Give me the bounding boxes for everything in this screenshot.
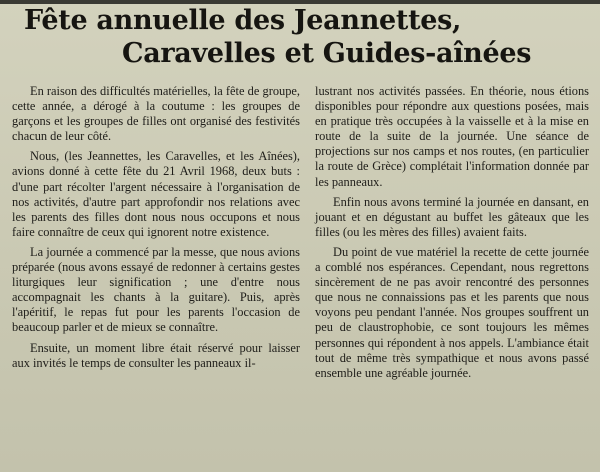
paragraph-7: Du point de vue matériel la recette de cette journée a comblé nos espérances. Cependant, nous regrettons sincèrement de ne pas avoir rencontré des personnes que nous ne connaissions pas et les parents que nous voyons peu pendant l'année. Nos groupes souffrent un peu de claustrophobie, ce sont toujours les mêmes personnes qui répondent à nos appels. L'ambiance était tout de même très sympathique et nous avons passé ensemble une agréable journée.: [315, 244, 589, 380]
article-column-right: [315, 84, 589, 386]
paragraph-3: La journée a commencé par la messe, que nous avions préparée (nous avons essayé de redonner à certains gestes liturgiques leur signification ; une d'entre nous accompagnait les chants à la guitare). Puis, après l'apéritif, le repas fut pour les parents l'occasion de beaucoup parler et de mieux se connaître.: [12, 244, 300, 335]
paragraph-5: lustrant nos activités passées. En théorie, nous étions disponibles pour répondre aux questions posées, mais en pratique très occupées à la vaisselle et à la mise en route de la suite de la journée. Une séance de projections sur nos camps et nos routes, (en particulier la route de Grèce) complétait l'information donnée par les panneaux.: [315, 84, 589, 189]
headline-line-1: Fête annuelle des Jeannettes,: [24, 5, 462, 36]
paragraph-6: Enfin nous avons terminé la journée en dansant, en jouant et en dégustant au buffet les gâteaux que les filles (ou les mères des filles) avaient faits.: [315, 194, 589, 239]
article-column-left: [12, 84, 300, 376]
paragraph-4: Ensuite, un moment libre était réservé pour laisser aux invités le temps de consulter les panneaux il-: [12, 340, 300, 370]
paragraph-2: Nous, (les Jeannettes, les Caravelles, et les Aînées), avions donné à cette fête du 21 Avril 1968, deux buts : d'une part récolter l'argent nécessaire à l'organisation de nos activités, d'autre part approfondir nos relations avec les parents des filles dont nous nous occupons et nous faire connaître de ceux qui ignorent notre existence.: [12, 149, 300, 239]
paragraph-1: En raison des difficultés matérielles, la fête de groupe, cette année, a dérogé à la coutume : les groupes de garçons et les groupes de filles ont organisé des festivités chacun de leur côté.: [12, 84, 300, 144]
article-headline: [0, 4, 600, 70]
headline-line-2: Caravelles et Guides-aînées: [122, 38, 532, 69]
